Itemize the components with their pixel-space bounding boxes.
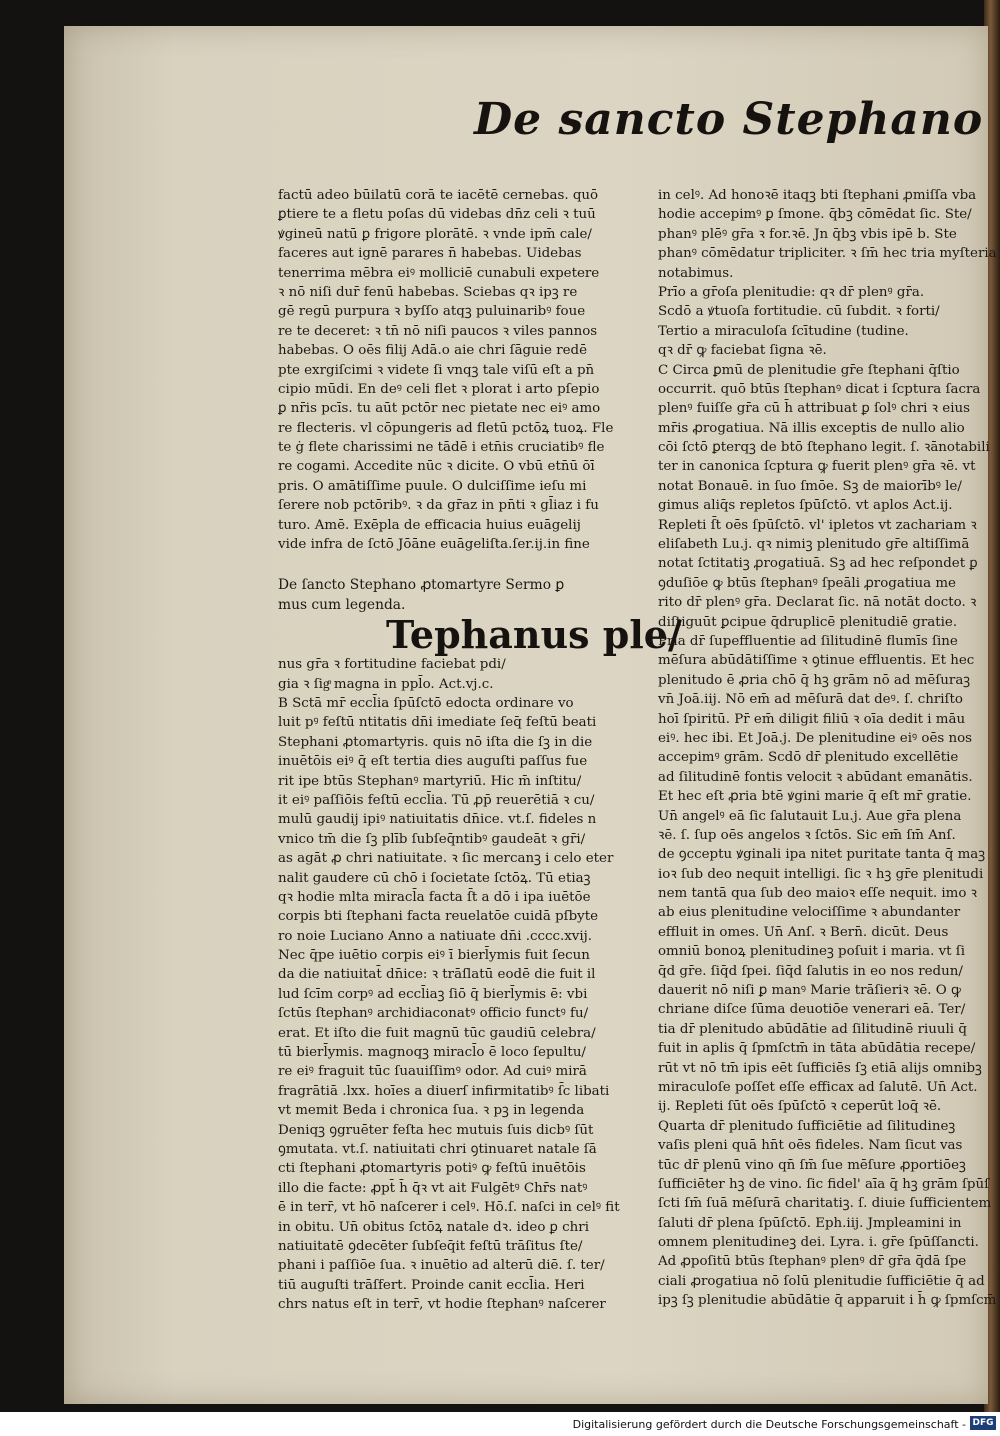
text-line: rit ipe btūs Stephanꝰ martyriū. Hic m̄ inſtitu/ [278, 773, 582, 789]
text-line: fragrātiā .lxx. hoīes a diuerſ infirmitatibꝰ ſ̄c libati [278, 1083, 610, 1099]
text-line: ioꝛ ſub deo nequit intelligi. ſic ꝛ hꝫ gr̄e plenitudi [658, 866, 984, 882]
text-line: nem tantā qua ſub deo maioꝛ eſſe nequit. imo ꝛ [658, 886, 977, 902]
text-line: corpis bti ſtephani facta reuelatōe cuidā pſbyte [278, 909, 599, 925]
text-line: ꝑ nr̄is pcīs. tu aūt pctōr nec pietate nec eiꝰ amo [278, 401, 601, 417]
text-line: tiū auguſti trāſfert. Proinde canit eccl̄ia. Heri [278, 1277, 585, 1293]
text-line: Ad ꝓpoſitū btūs ſtephanꝰ plenꝰ dr̄ gr̄a q̄dā ſpe [658, 1254, 967, 1270]
text-line: Tertio a miraculoſa ſcītudine (tudine. [658, 323, 909, 339]
text-line: mus cum legenda. [278, 596, 406, 613]
text-line: it eiꝰ paſſiōis feſtū eccl̄ia. Tū ꝓp̄ reuerētiā ꝛ cu/ [278, 792, 595, 808]
decorated-initial-line: Tephanus ple/ [386, 612, 682, 658]
text-line: in obitu. Un̄ obitus ſctōꝝ natale dꝛ. ideo ꝑ chri [278, 1219, 589, 1235]
text-line: pte exrgiſcimi ꝛ videte ſi vnqꝫ tale viſū eſt a pn̄ [278, 362, 595, 378]
footer-credit: Digitalisierung gefördert durch die Deutsche Forschungsgemeinschaft - [572, 1418, 966, 1431]
text-line: faceres aut ignē parares n̄ habebas. Uidebas [278, 246, 582, 262]
text-line: pris. O amātiſſime puule. O dulciſſime ieſu mi [278, 478, 587, 494]
text-line: nalit gaudere cū chō i ſocietate ſctōꝝ. Tū etiaꝫ [278, 870, 591, 886]
running-title: De sancto Stephano [474, 94, 984, 145]
text-line: notat ſctitatiꝫ ꝓrogatiuā. Sꝫ ad hec reſpondet ꝑ [658, 556, 978, 572]
text-line: erat. Et iſto die fuit magnū tūc gaudiū celebra/ [278, 1025, 596, 1041]
text-line: inuētōis eiꝰ q̄ eſt tertia dies auguſti paſſus fue [278, 754, 588, 770]
text-line: factū adeo būilatū corā te iacētē cernebas. quō [278, 188, 599, 203]
text-line: nus gr̄a ꝛ fortitudine faciebat pdi/ [278, 657, 506, 673]
text-line: cōi ſctō ꝑterqꝫ de btō ſtephano legit. ſ. ꝛānotabili [658, 440, 990, 456]
text-line: tia dr̄ plenitudo abūdātie ad ſilitudinē riuuli q̄ [658, 1021, 967, 1037]
text-line: cipio mūdi. En deꝰ celi flet ꝛ plorat i arto pſepio [278, 381, 600, 397]
right-text-block [658, 186, 1000, 1311]
text-line: re te deceret: ꝛ tn̄ nō niſi paucos ꝛ viles pannos [278, 323, 598, 339]
page-sheet [64, 26, 997, 1404]
text-line: De ſancto Stephano ꝓtomartyre Sermo ꝑ [278, 577, 565, 594]
text-line: phani i paſſiōe ſua. ꝛ inuētio ad alterū diē. ſ. ter/ [278, 1258, 605, 1274]
text-line: gia ꝛ ſigͣ magna in ppl̄o. Act.vj.c. [278, 676, 494, 692]
text-line: ꝯduſiōe ꝙ btūs ſtephanꝰ ſpeāli ꝓrogatiua me [658, 575, 956, 591]
text-line: Repleti ſ̄t oēs ſpūſctō. vl' ipletos vt zachariam ꝛ [658, 517, 977, 533]
text-line: ad ſilitudinē fontis velocit ꝛ abūdant emanātis. [658, 769, 973, 785]
text-line: natiuitatē ꝯdecēter ſubſeq̄it feſtū trāſitus ſte/ [278, 1238, 583, 1254]
text-line: mēſura abūdātiſſime ꝛ ꝯtinue effluentis. Et hec [658, 653, 975, 669]
text-line: cti ſtephani ꝓtomartyris potiꝰ ꝙ feſtū inuētōis [278, 1161, 586, 1177]
text-line: Nec q̄pe iuētio corpis eiꝰ ī bierl̄ymis fuit ſecun [278, 948, 590, 964]
text-line: rito dr̄ plenꝰ gr̄a. Declarat ſic. nā notāt docto. ꝛ [658, 595, 977, 611]
text-line: ſufficiēter hꝫ de vino. ſic fidel' aīa q̄ hꝫ grām ſpūſ [658, 1176, 990, 1192]
text-line: ter in canonica ſcptura ꝙ fuerit plenꝰ gr̄a ꝛē. vt [658, 459, 976, 475]
text-line: occurrit. quō btūs ſtephanꝰ dicat i ſcptura ſacra [658, 381, 981, 397]
text-line: eiꝰ. hec ibi. Et Joā.j. De plenitudine eiꝰ oēs nos [658, 730, 973, 746]
text-line: ciali ꝓrogatiua nō ſolū plenitudie ſufficiētie q̄ ad [658, 1273, 985, 1289]
text-line: Pria dr̄ ſupeffluentie ad ſilitudinē flumīs ſine [658, 633, 958, 649]
text-line: ꝑtiere te a fletu poſas dū videbas dn̄z celi ꝛ tuū [278, 207, 596, 223]
text-line: Un̄ angelꝰ eā ſic ſalutauit Lu.j. Aue gr̄a plena [658, 808, 962, 824]
text-line: mr̄is ꝓrogatiua. Nā illis exceptis de nullo alio [658, 420, 965, 436]
text-line: illo die facte: ꝓpt̄ h̄ q̄ꝛ vt ait Fulgētꝰ Chr̄s natꝰ [278, 1180, 588, 1196]
text-line: ſaluti dr̄ plena ſpūſctō. Eph.iij. Jmpleamini in [658, 1215, 962, 1231]
text-line: qꝛ hodie mlta miracl̄a facta ſ̄t a dō i ipa iuētōe [278, 889, 591, 905]
text-line: gimus aliq̄s repletos ſpūſctō. vt aplos Act.ij. [658, 498, 953, 514]
text-line: Scdō a ꝟtuoſa fortitudie. cū ſubdit. ꝛ forti/ [658, 304, 940, 320]
text-line: luit pꝰ feſtū ntitatis dn̄i imediate ſeq̄ feſtū beati [278, 715, 597, 731]
text-line: ē in terr̄, vt hō naſcerer i celꝰ. Hō.ſ. naſci in celꝰ fit [278, 1200, 620, 1216]
text-line: effluit in omes. Un̄ Anſ. ꝛ Bern̄. dicūt. Deus [658, 924, 949, 940]
text-line: phanꝰ cōmēdatur tripliciter. ꝛ ſm̄ hec tria myſteria [658, 246, 997, 262]
text-line: ꝛ nō niſi dur̄ fenū habebas. Sciebas qꝛ ipꝫ re [278, 284, 578, 300]
text-line: q̄d gr̄e. ſiq̄d ſpei. ſiq̄d ſalutis in eo nos redun/ [658, 963, 963, 979]
left-column [278, 186, 682, 1314]
text-line: eliſabeth Lu.j. qꝛ nimiꝫ plenitudo gr̄e altiſſimā [658, 537, 970, 553]
text-line: re cogami. Accedite nūc ꝛ dicite. O vbū etn̄ū ōī [278, 459, 595, 475]
text-line: accepimꝰ grām. Scdō dr̄ plenitudo excellētie [658, 750, 959, 766]
right-column [658, 186, 1000, 1311]
text-line: Prīo a gr̄oſa plenitudie: qꝛ dr̄ plenꝰ gr̄a. [658, 284, 925, 300]
text-line: omnem plenitudineꝫ dei. Lyra. i. gr̄e ſpūſſancti. [658, 1235, 979, 1251]
text-line: vnico tm̄ die ſꝫ plīb ſubſeq̄ntibꝰ gaudeāt ꝛ gr̄i/ [278, 831, 586, 847]
text-line: chrs natus eſt in terr̄, vt hodie ſtephanꝰ naſcerer [278, 1297, 606, 1313]
text-line: tūc dr̄ plenū vino qn̄ ſm̄ ſue mēſure ꝓportiōeꝫ [658, 1157, 966, 1173]
text-line: re flecteris. vl cōpungeris ad fletū pctōꝝ tuoꝝ. Fle [278, 420, 614, 436]
text-line: ꝛē. ſ. ſup oēs angelos ꝛ ſctōs. Sic em̄ ſm̄ Anſ. [658, 827, 956, 843]
text-line: qꝛ dr̄ ꝙ faciebat ſigna ꝛē. [658, 343, 827, 359]
text-line: ꝯmutata. vt.ſ. natiuitati chri ꝯtinuaret natale ſā [278, 1141, 597, 1157]
left-text-block-2 [278, 655, 648, 1314]
text-line: habebas. O oēs filij Adā.o aie chri ſāguie redē [278, 343, 588, 359]
text-line: de ꝯcceptu ꝟginali ipa nitet puritate tanta q̄ maꝫ [658, 847, 986, 863]
text-line: ab eius plenitudine velociſſime ꝛ abundanter [658, 905, 961, 921]
text-line: ij. Repleti ſūt oēs ſpūſctō ꝛ ceperūt loq̄ ꝛē. [658, 1099, 942, 1115]
text-line: tenerrima mēbra eiꝰ molliciē cunabuli expetere [278, 265, 600, 281]
text-line: notabimus. [658, 265, 734, 281]
text-line: ſerere nob pctōribꝰ. ꝛ da gr̄az in pn̄ti ꝛ gl̄iaz i fu [278, 498, 599, 514]
text-line: ſctūs ſtephanꝰ archidiaconatꝰ officio functꝰ fu/ [278, 1006, 589, 1022]
text-line: vt memit Beda i chronica ſua. ꝛ pꝫ in legenda [278, 1103, 585, 1119]
text-line: hodie accepimꝰ ꝑ ſmone. q̄bꝫ cōmēdat ſic. Ste/ [658, 207, 972, 223]
text-line: da die natiuitat̄ dn̄ice: ꝛ trāſlatū eodē die fuit il [278, 967, 596, 983]
dfg-logo: DFG [970, 1416, 996, 1430]
text-line: re eiꝰ fraguit tūc ſuauiſſimꝰ odor. Ad cuiꝰ mirā [278, 1064, 587, 1080]
text-line: Et hec eſt ꝓria btē ꝟgini marie q̄ eſt mr̄ gratie. [658, 789, 972, 805]
text-line: hoī ſpiritū. Pr̄ em̄ diligit filiū ꝛ oīa dedit i māu [658, 711, 966, 727]
text-line: phanꝰ plēꝰ gr̄a ꝛ for.ꝛē. Jn q̄bꝫ vbis ipē b. Ste [658, 226, 957, 242]
text-line: in celꝰ. Ad honoꝛē itaqꝫ bti ſtephani ꝓmiſſa vba [658, 188, 977, 203]
text-line: Quarta dr̄ plenitudo ſufficiētie ad ſilitudineꝫ [658, 1118, 956, 1134]
text-line: B Sctā mr̄ eccl̄ia ſpūſctō edocta ordinare vo [278, 695, 574, 711]
text-line: ro noie Luciano Anno a natiuate dn̄i .cccc.xvij. [278, 928, 593, 944]
text-line: omniū bonoꝝ plenitudineꝫ poſuit i maria. vt ſi [658, 944, 966, 960]
text-line: vide infra de ſctō Jōāne euāgeliſta.ſer.ij.in fine [278, 537, 590, 553]
text-line: vn̄ Joā.iij. Nō em̄ ad mēſurā dat deꝰ. ſ. chriſto [658, 692, 963, 708]
text-line: gē regū purpura ꝛ byſſo atqꝫ puluinaribꝰ foue [278, 304, 586, 320]
text-line: as agāt ꝓ chri natiuitate. ꝛ ſic mercanꝫ i celo eter [278, 851, 614, 867]
text-line: miraculoſe poſſet eſſe efficax ad ſalutē. Un̄ Act. [658, 1079, 978, 1095]
text-line: C Circa ꝑmū de plenitudie gr̄e ſtephani q̄ſtio [658, 362, 960, 378]
text-line: plenitudo ē ꝓria chō q̄ hꝫ grām nō ad mēſuraꝫ [658, 672, 971, 688]
text-line: ꝟgineū natū ꝑ frigore plorātē. ꝛ vnde ipm̄ cale/ [278, 226, 592, 242]
text-line: plenꝰ fuiſſe gr̄a cū h̄ attribuat ꝑ ſolꝰ chri ꝛ eius [658, 401, 970, 417]
text-line: te ġ flete charissimi ne tādē i etn̄is cruciatibꝰ fle [278, 440, 605, 456]
left-text-block-1 [278, 186, 648, 554]
text-line: tū bierl̄ymis. magnoqꝫ miracl̄o ē loco ſepultu/ [278, 1045, 586, 1061]
text-line: Stephani ꝓtomartyris. quis nō iſta die ſꝫ in die [278, 734, 593, 750]
text-line: notat Bonauē. in ſuo ſmōe. Sꝫ de maiorībꝰ le/ [658, 478, 962, 494]
text-line: mulū gaudij ipiꝰ natiuitatis dn̄ice. vt.ſ. fideles n [278, 812, 597, 828]
text-line: dauerit nō niſi ꝑ manꝰ Marie trāſieriꝛ ꝛē. O ꝙ [658, 983, 962, 999]
text-line: Deniqꝫ ꝯgruēter feſta hec mutuis ſuis dicbꝰ ſūt [278, 1122, 594, 1138]
sermon-heading [278, 576, 648, 615]
text-line: ſcti ſm̄ ſuā mēſurā charitatiꝫ. ſ. diuie ſufficientem [658, 1196, 992, 1212]
text-line: turo. Amē. Exēpla de efficacia huius euāgelij [278, 517, 581, 533]
text-line: vaſis pleni quā hn̄t oēs fideles. Nam ſicut vas [658, 1138, 963, 1154]
text-line: fuit in aplis q̄ ſpmſctm̄ in tāta abūdātia recepe/ [658, 1041, 976, 1057]
text-line: rūt vt nō tm̄ ipis eēt ſufficiēs ſꝫ etiā alijs omnibꝫ [658, 1060, 982, 1076]
text-line: lud ſcīm corpꝰ ad eccl̄iaꝫ ſiō q̄ bierl̄ymis ē: vbi [278, 986, 588, 1002]
text-line: chriane diſce ſūma deuotiōe venerari eā. Ter/ [658, 1002, 966, 1018]
text-line: diſtiguūt ꝑcipue q̄druplicē plenitudiē gratie. [658, 614, 958, 630]
text-line: ipꝫ ſꝫ plenitudie abūdātie q̄ apparuit i h̄ ꝙ ſpmſcm̄ [658, 1293, 997, 1309]
